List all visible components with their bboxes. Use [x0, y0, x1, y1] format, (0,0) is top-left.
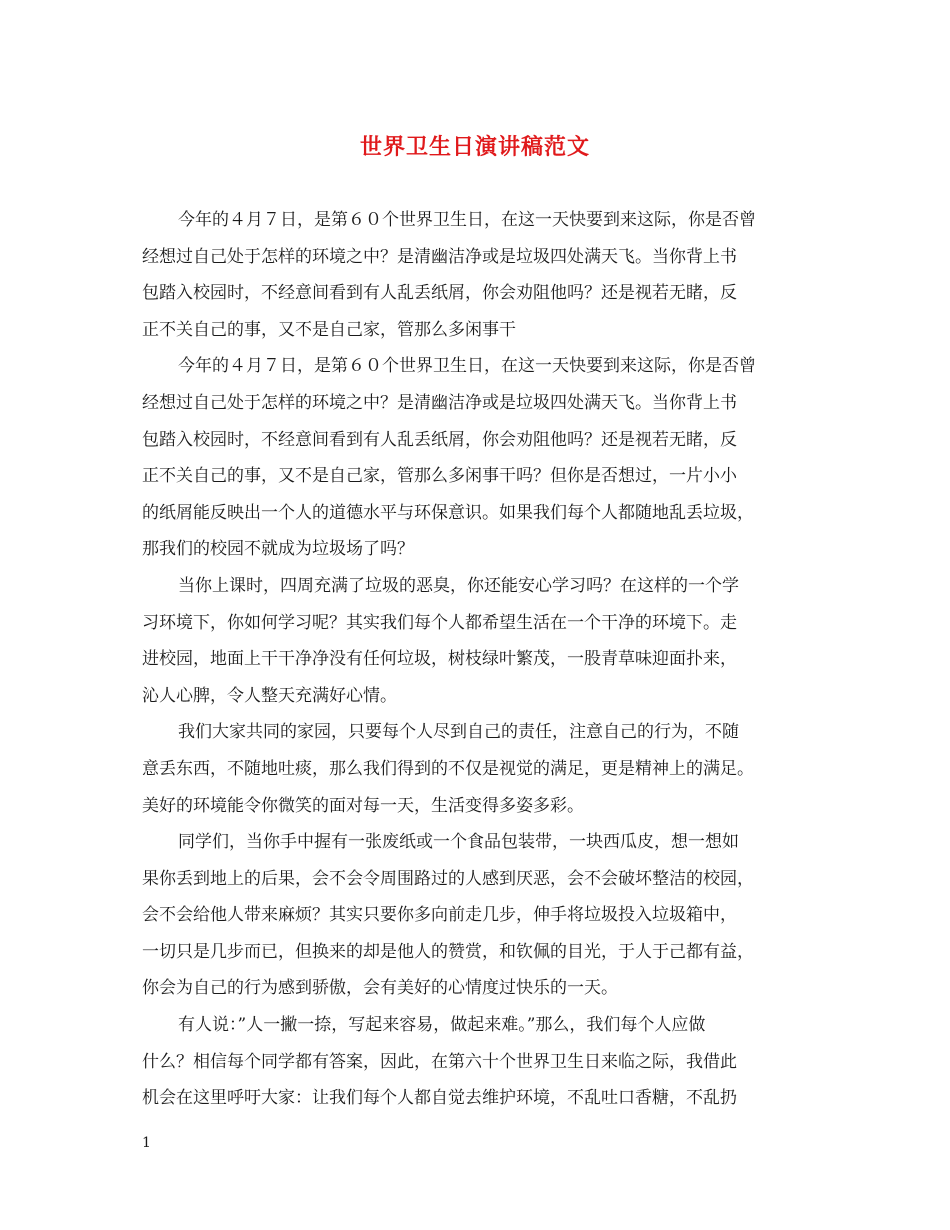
text-line: 机会在这里呼吁大家：让我们每个人都自觉去维护环境，不乱吐口香糖，不乱扔 [142, 1088, 737, 1109]
text-line: 进校园，地面上干干净净没有任何垃圾，树枝绿叶繁茂，一股青草味迎面扑来， [142, 649, 737, 670]
document-body [142, 202, 826, 1117]
document-title: 世界卫生日演讲稿范文 [359, 134, 590, 160]
text-line: 经想过自己处于怎样的环境之中？是清幽洁净或是垃圾四处满天飞。当你背上书 [142, 246, 737, 267]
text-line: 经想过自己处于怎样的环境之中？是清幽洁净或是垃圾四处满天飞。当你背上书 [142, 392, 737, 413]
text-line: 意丢东西，不随地吐痰，那么我们得到的不仅是视觉的满足，更是精神上的满足。 [142, 758, 754, 779]
text-line: 果你丢到地上的后果，会不会令周围路过的人感到厌恶，会不会破坏整洁的校园， [142, 868, 754, 889]
text-line: 什么？相信每个同学都有答案，因此，在第六十个世界卫生日来临之际，我借此 [142, 1051, 737, 1072]
page-number: 1 [142, 1135, 151, 1151]
text-line: 我们大家共同的家园，只要每个人尽到自己的责任，注意自己的行为，不随 [178, 722, 739, 743]
text-line: 包踏入校园时，不经意间看到有人乱丢纸屑，你会劝阻他吗？还是视若无睹，反 [142, 429, 737, 450]
text-line: 的纸屑能反映出一个人的道德水平与环保意识。如果我们每个人都随地乱丢垃圾， [142, 502, 754, 523]
text-line: 会不会给他人带来麻烦？其实只要你多向前走几步，伸手将垃圾投入垃圾箱中， [142, 905, 737, 926]
text-line: 同学们，当你手中握有一张废纸或一个食品包装带，一块西瓜皮，想一想如 [178, 832, 739, 853]
text-line: 一切只是几步而已，但换来的却是他人的赞赏，和钦佩的目光，于人于己都有益， [142, 941, 754, 962]
text-line: 今年的４月７日，是第６０个世界卫生日，在这一天快要到来这际，你是否曾 [178, 210, 756, 230]
text-line: 当你上课时，四周充满了垃圾的恶臭，你还能安心学习吗？在这样的一个学 [178, 575, 739, 596]
text-line: 有人说：”人一撇一捺，写起来容易，做起来难。”那么，我们每个人应做 [178, 1015, 706, 1036]
text-line: 美好的环境能令你微笑的面对每一天，生活变得多姿多彩。 [142, 795, 584, 816]
text-line: 今年的４月７日，是第６０个世界卫生日，在这一天快要到来这际，你是否曾 [178, 356, 756, 377]
text-line: 沁人心脾，令人整天充满好心情。 [142, 685, 397, 706]
text-line: 正不关自己的事，又不是自己家，管那么多闲事干吗？但你是否想过，一片小小 [142, 466, 737, 487]
text-line: 你会为自己的行为感到骄傲，会有美好的心情度过快乐的一天。 [142, 978, 618, 999]
text-line: 包踏入校园时，不经意间看到有人乱丢纸屑，你会劝阻他吗？还是视若无睹，反 [142, 283, 737, 304]
text-line: 习环境下，你如何学习呢？其实我们每个人都希望生活在一个干净的环境下。走 [142, 612, 737, 633]
text-line: 那我们的校园不就成为垃圾场了吗？ [142, 539, 414, 560]
text-line: 正不关自己的事，又不是自己家，管那么多闲事干 [142, 319, 516, 340]
